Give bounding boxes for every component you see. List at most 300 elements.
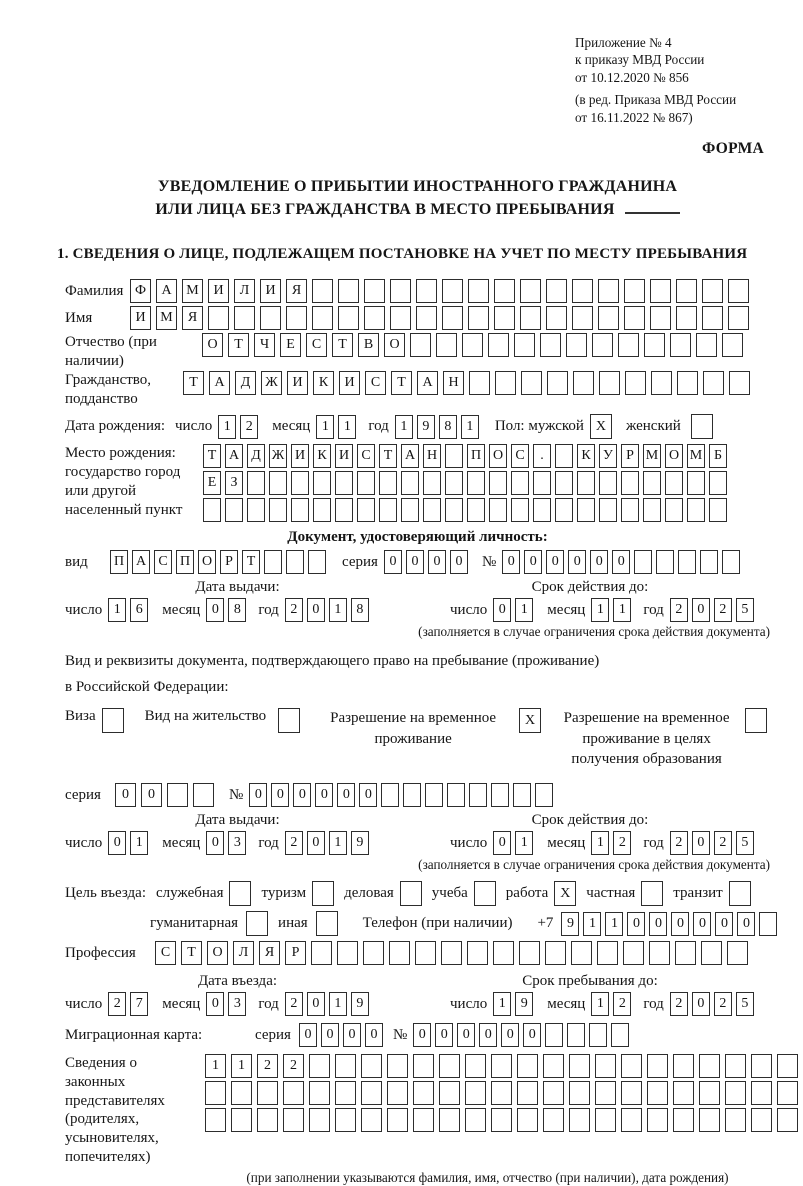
month-label: месяц xyxy=(547,995,586,1012)
char-box: 1 xyxy=(591,992,609,1016)
residence-valid-day xyxy=(493,831,537,855)
identity-issue-date xyxy=(65,598,410,622)
char-box xyxy=(533,498,551,522)
char-box xyxy=(494,279,515,303)
purpose-study-checkbox xyxy=(474,881,496,906)
purpose-business-label: деловая xyxy=(344,885,394,902)
stay-until-date xyxy=(450,992,758,1016)
char-box xyxy=(673,1108,694,1132)
identity-valid-year xyxy=(670,598,758,622)
number-label: № xyxy=(481,553,497,570)
char-box xyxy=(621,1081,642,1105)
char-box: 0 xyxy=(343,1023,361,1047)
char-box: 0 xyxy=(546,550,564,574)
day-label: число xyxy=(175,418,213,435)
char-box xyxy=(592,333,613,357)
char-box xyxy=(335,1108,356,1132)
char-box: Ж xyxy=(261,371,282,395)
purpose-study xyxy=(432,881,496,906)
char-box: 7 xyxy=(130,992,148,1016)
char-box xyxy=(597,941,618,965)
char-box xyxy=(257,1108,278,1132)
char-box xyxy=(286,306,307,330)
patronymic-label: Отчество (при наличии) xyxy=(65,334,157,370)
char-box xyxy=(335,1081,356,1105)
char-box xyxy=(247,498,265,522)
migration-series-field xyxy=(299,1023,387,1047)
char-box: 8 xyxy=(351,598,369,622)
representatives-note: (при заполнении указываются фамилия, имя, отчество (при наличии), дата рождения) xyxy=(246,1169,729,1185)
series-label: серия xyxy=(65,786,101,803)
residence-number-field xyxy=(249,783,557,807)
char-box xyxy=(722,333,743,357)
appendix-line: (в ред. Приказа МВД России xyxy=(575,92,737,108)
phone-label: Телефон (при наличии) xyxy=(362,915,513,932)
option-temp-residence-education-label: Разрешение на временное проживание в целях получения образования xyxy=(563,710,730,767)
char-box xyxy=(665,498,683,522)
entry-day xyxy=(108,992,152,1016)
birth-place-row1 xyxy=(203,444,731,468)
char-box xyxy=(413,1108,434,1132)
char-box: 1 xyxy=(231,1054,252,1078)
char-box: П xyxy=(176,550,194,574)
option-temp-residence-education xyxy=(554,708,767,769)
char-box: 0 xyxy=(307,598,325,622)
identity-issue-month xyxy=(206,598,250,622)
char-box xyxy=(489,498,507,522)
char-box: 1 xyxy=(591,598,609,622)
purpose-transit-checkbox xyxy=(729,881,751,906)
char-box xyxy=(337,941,358,965)
char-box: У xyxy=(599,444,617,468)
char-box: 1 xyxy=(493,992,511,1016)
char-box: 2 xyxy=(670,831,688,855)
char-box xyxy=(357,471,375,495)
residence-options xyxy=(65,708,770,769)
char-box xyxy=(634,550,652,574)
char-box xyxy=(599,498,617,522)
char-box xyxy=(269,471,287,495)
purpose-study-label: учеба xyxy=(431,885,468,902)
char-box xyxy=(621,1054,642,1078)
char-box: Р xyxy=(285,941,306,965)
appendix-line: от 10.12.2020 № 856 xyxy=(575,69,689,85)
char-box: Д xyxy=(247,444,265,468)
char-box xyxy=(387,1054,408,1078)
char-box: 0 xyxy=(359,783,377,807)
identity-issue-day xyxy=(108,598,152,622)
char-box: Н xyxy=(443,371,464,395)
char-box: Д xyxy=(235,371,256,395)
residence-permit-checkbox xyxy=(278,708,300,733)
char-box: О xyxy=(384,333,405,357)
residence-issue-date xyxy=(65,831,410,855)
char-box xyxy=(357,498,375,522)
title-line2: ИЛИ ЛИЦА БЕЗ ГРАЖДАНСТВА В МЕСТО ПРЕБЫВАНИЯ xyxy=(155,200,615,218)
char-box: 2 xyxy=(240,415,258,439)
purpose-other-label: иная xyxy=(278,915,308,932)
char-box xyxy=(491,1054,512,1078)
char-box: 2 xyxy=(714,598,732,622)
char-box: 2 xyxy=(285,831,303,855)
patronymic-field xyxy=(202,333,748,357)
char-box: С xyxy=(365,371,386,395)
birth-place-row2 xyxy=(203,471,731,495)
residence-issue-day xyxy=(108,831,152,855)
char-box: 0 xyxy=(502,550,520,574)
char-box: 0 xyxy=(206,598,224,622)
char-box xyxy=(573,371,594,395)
name-field xyxy=(130,306,754,330)
char-box: С xyxy=(357,444,375,468)
char-box: 2 xyxy=(257,1054,278,1078)
char-box: Т xyxy=(379,444,397,468)
char-box: С xyxy=(306,333,327,357)
char-box: Б xyxy=(709,444,727,468)
char-box: Ж xyxy=(269,444,287,468)
char-box xyxy=(361,1108,382,1132)
char-box: 1 xyxy=(613,598,631,622)
sex-male-label: Пол: мужской xyxy=(494,418,584,435)
female-checkbox xyxy=(691,414,713,439)
char-box xyxy=(569,1081,590,1105)
char-box: Я xyxy=(182,306,203,330)
char-box xyxy=(513,783,531,807)
entry-year xyxy=(285,992,373,1016)
char-box: Т xyxy=(332,333,353,357)
char-box: 1 xyxy=(605,912,623,936)
char-box: И xyxy=(287,371,308,395)
char-box xyxy=(390,306,411,330)
char-box: 1 xyxy=(329,831,347,855)
day-label: число xyxy=(65,834,103,851)
purpose-transit xyxy=(673,881,750,906)
birth-place-field xyxy=(203,444,731,525)
char-box: Е xyxy=(203,471,221,495)
char-box xyxy=(247,471,265,495)
char-box xyxy=(231,1108,252,1132)
char-box: 1 xyxy=(395,415,413,439)
residence-valid-month xyxy=(591,831,635,855)
representatives-row1 xyxy=(205,1054,803,1078)
char-box xyxy=(379,471,397,495)
char-box: 1 xyxy=(515,831,533,855)
char-box: 0 xyxy=(693,912,711,936)
char-box: Е xyxy=(280,333,301,357)
char-box xyxy=(650,306,671,330)
representatives-row3 xyxy=(205,1108,803,1132)
char-box: 9 xyxy=(515,992,533,1016)
purpose-transit-label: транзит xyxy=(673,885,723,902)
char-box xyxy=(751,1081,772,1105)
char-box: Н xyxy=(423,444,441,468)
char-box xyxy=(442,306,463,330)
char-box: О xyxy=(207,941,228,965)
char-box: 0 xyxy=(384,550,402,574)
char-box xyxy=(727,941,748,965)
char-box xyxy=(231,1081,252,1105)
doc-type-label: вид xyxy=(65,553,88,570)
char-box: А xyxy=(132,550,150,574)
char-box xyxy=(676,279,697,303)
char-box: А xyxy=(225,444,243,468)
char-box: С xyxy=(155,941,176,965)
char-box: Т xyxy=(391,371,412,395)
entry-date xyxy=(65,992,410,1016)
char-box xyxy=(702,306,723,330)
char-box: М xyxy=(156,306,177,330)
char-box: 3 xyxy=(228,992,246,1016)
phone-field xyxy=(561,912,781,936)
residence-issue-date-label: Дата выдачи: xyxy=(195,812,280,829)
identity-valid-until-label: Срок действия до: xyxy=(531,579,649,596)
char-box xyxy=(489,471,507,495)
char-box: 2 xyxy=(670,992,688,1016)
char-box: Ф xyxy=(130,279,151,303)
representatives-label: Сведения о законных представителях (родителях, усыновителях, попечителях) xyxy=(65,1055,165,1165)
char-box xyxy=(465,1081,486,1105)
month-label: месяц xyxy=(272,418,311,435)
char-box xyxy=(647,1108,668,1132)
char-box xyxy=(623,941,644,965)
option-temp-residence xyxy=(313,708,541,749)
char-box: 2 xyxy=(613,831,631,855)
char-box: М xyxy=(182,279,203,303)
phone-prefix: +7 xyxy=(537,915,554,932)
year-label: год xyxy=(643,601,664,618)
char-box xyxy=(413,1081,434,1105)
char-box xyxy=(624,306,645,330)
identity-valid-date xyxy=(450,598,758,622)
char-box xyxy=(260,306,281,330)
char-box: Р xyxy=(621,444,639,468)
char-box: 9 xyxy=(417,415,435,439)
char-box xyxy=(335,498,353,522)
char-box xyxy=(572,306,593,330)
char-box xyxy=(777,1054,798,1078)
char-box: И xyxy=(335,444,353,468)
char-box xyxy=(611,1023,629,1047)
day-label: число xyxy=(65,995,103,1012)
appendix-block xyxy=(575,34,770,126)
char-box xyxy=(644,333,665,357)
char-box xyxy=(335,1054,356,1078)
char-box: М xyxy=(643,444,661,468)
char-box: 0 xyxy=(337,783,355,807)
char-box: 1 xyxy=(583,912,601,936)
char-box xyxy=(547,371,568,395)
char-box xyxy=(751,1108,772,1132)
surname-field xyxy=(130,279,754,303)
char-box xyxy=(650,279,671,303)
birth-day-field xyxy=(218,415,262,439)
char-box xyxy=(670,333,691,357)
char-box: Ч xyxy=(254,333,275,357)
char-box xyxy=(410,333,431,357)
male-checkbox: X xyxy=(590,414,612,439)
char-box: 0 xyxy=(692,992,710,1016)
char-box xyxy=(269,498,287,522)
residence-valid-date xyxy=(450,831,758,855)
char-box xyxy=(729,371,750,395)
char-box: 0 xyxy=(271,783,289,807)
char-box xyxy=(335,471,353,495)
char-box xyxy=(203,498,221,522)
char-box xyxy=(208,306,229,330)
char-box xyxy=(441,941,462,965)
char-box xyxy=(401,498,419,522)
char-box xyxy=(678,550,696,574)
char-box xyxy=(389,941,410,965)
char-box: 1 xyxy=(218,415,236,439)
year-label: год xyxy=(643,834,664,851)
char-box xyxy=(495,371,516,395)
char-box: 0 xyxy=(315,783,333,807)
purpose-business-checkbox xyxy=(400,881,422,906)
char-box: 1 xyxy=(205,1054,226,1078)
stay-month xyxy=(591,992,635,1016)
char-box: 9 xyxy=(351,992,369,1016)
char-box xyxy=(488,333,509,357)
char-box xyxy=(205,1108,226,1132)
char-box xyxy=(520,306,541,330)
appendix-line: к приказу МВД России xyxy=(575,52,705,68)
char-box: И xyxy=(208,279,229,303)
char-box: 0 xyxy=(307,992,325,1016)
char-box xyxy=(665,471,683,495)
purpose-private xyxy=(586,881,663,906)
char-box xyxy=(493,941,514,965)
char-box xyxy=(309,1108,330,1132)
char-box: 0 xyxy=(523,1023,541,1047)
char-box xyxy=(647,1054,668,1078)
char-box: 0 xyxy=(457,1023,475,1047)
year-label: год xyxy=(368,418,389,435)
char-box: 0 xyxy=(435,1023,453,1047)
month-label: месяц xyxy=(162,834,201,851)
char-box: 0 xyxy=(141,783,162,807)
char-box xyxy=(543,1054,564,1078)
char-box xyxy=(676,306,697,330)
page-title xyxy=(65,176,770,220)
stay-year xyxy=(670,992,758,1016)
purpose-work xyxy=(506,881,577,906)
char-box: 8 xyxy=(228,598,246,622)
char-box: И xyxy=(130,306,151,330)
doc-type-field xyxy=(110,550,330,574)
char-box: О xyxy=(198,550,216,574)
char-box xyxy=(423,471,441,495)
char-box: И xyxy=(291,444,309,468)
char-box xyxy=(759,912,777,936)
char-box: Л xyxy=(233,941,254,965)
purpose-official-label: служебная xyxy=(155,885,224,902)
char-box xyxy=(511,471,529,495)
char-box xyxy=(701,941,722,965)
char-box: Я xyxy=(286,279,307,303)
char-box xyxy=(643,498,661,522)
char-box: 0 xyxy=(568,550,586,574)
char-box: 0 xyxy=(115,783,136,807)
validity-note: (заполняется в случае ограничения срока действия документа) xyxy=(418,624,770,640)
char-box xyxy=(599,471,617,495)
appendix-line: от 16.11.2022 № 867) xyxy=(575,109,693,125)
char-box xyxy=(700,550,718,574)
surname-label: Фамилия xyxy=(65,282,124,299)
purpose-tourism xyxy=(261,881,334,906)
identity-doc-heading: Документ, удостоверяющий личность: xyxy=(287,529,548,546)
char-box: П xyxy=(110,550,128,574)
series-label: серия xyxy=(342,553,378,570)
char-box xyxy=(514,333,535,357)
day-label: число xyxy=(450,834,488,851)
birth-year-field xyxy=(395,415,483,439)
identity-issue-date-label: Дата выдачи: xyxy=(195,579,280,596)
char-box xyxy=(462,333,483,357)
day-label: число xyxy=(450,995,488,1012)
char-box xyxy=(445,498,463,522)
char-box: 2 xyxy=(283,1054,304,1078)
char-box xyxy=(577,498,595,522)
char-box xyxy=(468,279,489,303)
char-box xyxy=(364,279,385,303)
char-box xyxy=(777,1081,798,1105)
char-box xyxy=(656,550,674,574)
char-box xyxy=(673,1054,694,1078)
char-box xyxy=(517,1081,538,1105)
char-box: З xyxy=(225,471,243,495)
char-box xyxy=(401,471,419,495)
char-box xyxy=(491,1081,512,1105)
temp-residence-checkbox: X xyxy=(519,708,541,733)
char-box xyxy=(543,1108,564,1132)
char-box: 0 xyxy=(365,1023,383,1047)
char-box: А xyxy=(401,444,419,468)
representatives-field xyxy=(205,1054,803,1135)
char-box: 3 xyxy=(228,831,246,855)
year-label: год xyxy=(258,834,279,851)
char-box xyxy=(546,306,567,330)
char-box: О xyxy=(202,333,223,357)
char-box xyxy=(313,498,331,522)
char-box xyxy=(520,279,541,303)
char-box xyxy=(569,1108,590,1132)
char-box xyxy=(442,279,463,303)
char-box: 1 xyxy=(316,415,334,439)
char-box xyxy=(491,1108,512,1132)
char-box: И xyxy=(260,279,281,303)
name-label: Имя xyxy=(65,309,93,326)
char-box: Т xyxy=(181,941,202,965)
char-box: 0 xyxy=(307,831,325,855)
char-box xyxy=(447,783,465,807)
char-box: О xyxy=(489,444,507,468)
char-box xyxy=(725,1081,746,1105)
residence-intro xyxy=(65,649,770,700)
char-box: Т xyxy=(242,550,260,574)
birth-month-field xyxy=(316,415,360,439)
option-temp-residence-label: Разрешение на временное проживание xyxy=(330,710,497,747)
char-box xyxy=(589,1023,607,1047)
char-box xyxy=(283,1081,304,1105)
char-box xyxy=(225,498,243,522)
char-box: 0 xyxy=(428,550,446,574)
char-box: 0 xyxy=(692,831,710,855)
char-box xyxy=(291,471,309,495)
char-box: 0 xyxy=(321,1023,339,1047)
char-box: . xyxy=(533,444,551,468)
entry-month xyxy=(206,992,250,1016)
